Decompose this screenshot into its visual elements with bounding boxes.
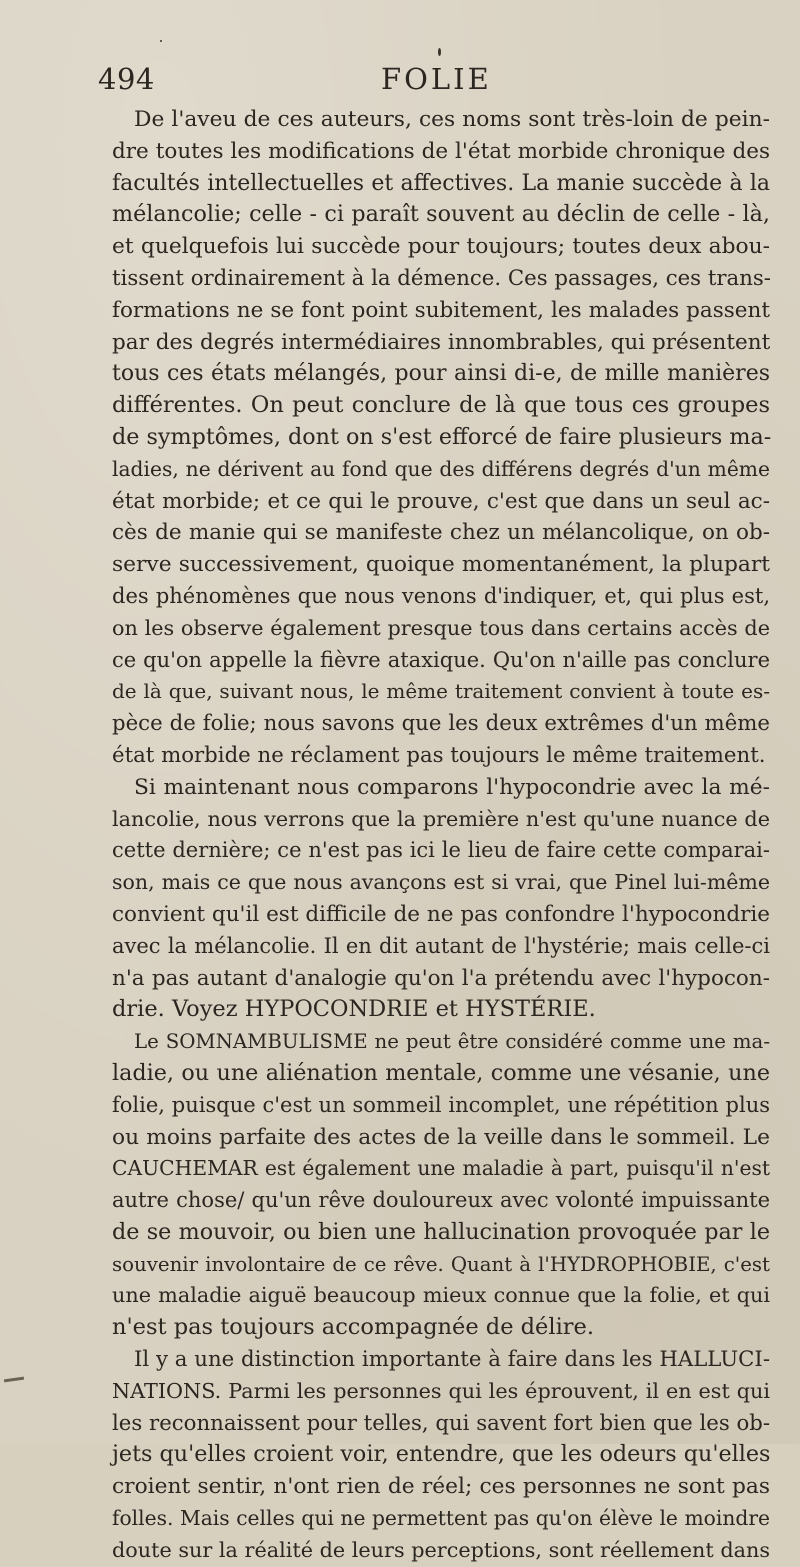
text-line: de là que, suivant nous, le même traitement convient à toute es- xyxy=(112,679,770,704)
page-number: 494 xyxy=(98,62,155,96)
text-line: une maladie aiguë beaucoup mieux connue que la folie, et qui xyxy=(112,1283,770,1308)
text-line: Il y a une distinction importante à faire dans les HALLUCI- xyxy=(134,1347,770,1373)
text-line: Le SOMNAMBULISME ne peut être considéré comme une ma- xyxy=(134,1030,770,1054)
text-line: ladies, ne dérivent au fond que des différens degrés d'un même xyxy=(112,456,770,481)
text-line: et quelquefois lui succède pour toujours; toutes deux abou- xyxy=(112,234,770,260)
text-line: pèce de folie; nous savons que les deux extrêmes d'un même xyxy=(112,711,770,737)
text-line: De l'aveu de ces auteurs, ces noms sont très-loin de pein- xyxy=(134,107,770,132)
text-line: lancolie, nous verrons que la première n'est qu'une nuance de xyxy=(112,806,770,831)
text-line: croient sentir, n'ont rien de réel; ces personnes ne sont pas xyxy=(112,1474,770,1500)
text-line: ce qu'on appelle la fièvre ataxique. Qu'on n'aille pas conclure xyxy=(112,647,770,672)
ink-speck xyxy=(438,48,441,56)
text-line: facultés intellectuelles et affectives. La manie succède à la xyxy=(112,170,770,196)
text-line: n'est pas toujours accompagnée de délire. xyxy=(112,1314,594,1341)
text-line: tissent ordinairement à la démence. Ces passages, ces trans- xyxy=(112,265,771,291)
text-line: ladie, ou une aliénation mentale, comme une vésanie, une xyxy=(112,1059,770,1086)
text-line: de symptômes, dont on s'est efforcé de faire plusieurs ma- xyxy=(112,423,772,450)
ink-speck xyxy=(160,40,162,42)
text-line: état morbide; et ce qui le prouve, c'est que dans un seul ac- xyxy=(112,488,770,514)
text-line: Si maintenant nous comparons l'hypocondrie avec la mé- xyxy=(134,774,770,800)
text-line: ou moins parfaite des actes de la veille dans le sommeil. Le xyxy=(112,1124,770,1150)
text-line: folie, puisque c'est un sommeil incomplet, une répétition plus xyxy=(112,1092,770,1117)
text-line: NATIONS. Parmi les personnes qui les éprouvent, il en est qui xyxy=(112,1378,770,1403)
text-line: différentes. On peut conclure de là que tous ces groupes xyxy=(112,392,770,419)
text-line: avec la mélancolie. Il en dit autant de l'hystérie; mais celle-ci xyxy=(112,933,770,958)
text-line: par des degrés intermédiaires innombrables, qui présentent xyxy=(112,329,771,355)
text-line: état morbide ne réclament pas toujours le même traitement. xyxy=(112,742,766,768)
text-line: cès de manie qui se manifeste chez un mélancolique, on ob- xyxy=(112,520,770,546)
text-line: les reconnaissent pour telles, qui savent fort bien que les ob- xyxy=(112,1410,771,1436)
text-line: de se mouvoir, ou bien une hallucination provoquée par le xyxy=(112,1218,770,1245)
text-line: autre chose/ qu'un rêve douloureux avec volonté impuissante xyxy=(112,1188,770,1213)
text-line: CAUCHEMAR est également une maladie à part, puisqu'il n'est xyxy=(112,1156,770,1181)
text-line: n'a pas autant d'analogie qu'on l'a prétendu avec l'hypocon- xyxy=(112,965,770,991)
text-line: convient qu'il est difficile de ne pas confondre l'hypocondrie xyxy=(112,901,770,927)
text-line: doute sur la réalité de leurs perceptions, sont réellement dans xyxy=(112,1537,770,1562)
text-line: cette dernière; ce n'est pas ici le lieu de faire cette comparai- xyxy=(112,838,770,863)
text-line: jets qu'elles croient voir, entendre, que les odeurs qu'elles xyxy=(112,1441,771,1468)
text-line: mélancolie; celle - ci paraît souvent au déclin de celle - là, xyxy=(112,201,770,228)
text-line: folles. Mais celles qui ne permettent pas qu'on élève le moindre xyxy=(112,1506,770,1531)
text-line: souvenir involontaire de ce rêve. Quant à l'HYDROPHOBIE, c'est xyxy=(112,1252,770,1276)
text-line: drie. Voyez HYPOCONDRIE et HYSTÉRIE. xyxy=(112,996,596,1023)
text-line: on les observe également presque tous dans certains accès de xyxy=(112,615,770,640)
running-title: FOLIE xyxy=(381,62,492,96)
text-line: formations ne se font point subitement, les malades passent xyxy=(112,297,770,323)
body-text xyxy=(112,104,770,1567)
text-line: tous ces états mélangés, pour ainsi di-e, de mille manières xyxy=(112,361,770,387)
text-line: serve successivement, quoique momentanément, la plupart xyxy=(112,552,770,578)
page-header xyxy=(98,62,738,102)
text-line: des phénomènes que nous venons d'indiquer, et, qui plus est, xyxy=(112,583,770,608)
margin-mark xyxy=(4,1377,24,1383)
text-line: dre toutes les modifications de l'état morbide chronique des xyxy=(112,138,770,164)
text-line: son, mais ce que nous avançons est si vrai, que Pinel lui-même xyxy=(112,870,770,895)
